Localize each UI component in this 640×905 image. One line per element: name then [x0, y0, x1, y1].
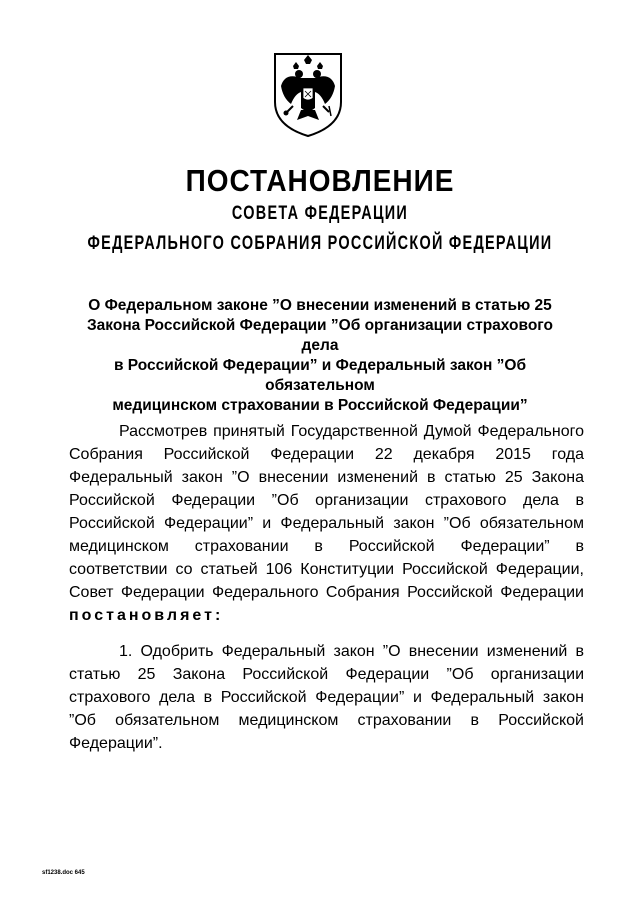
body-line: Рассмотрев принятый Государственной Думой Федерального — [119, 423, 584, 440]
document-file-reference: sf1238.doc 645 — [42, 870, 85, 876]
body-line: Российской Федерации” и Федеральный закон ”Об обязательном — [69, 515, 584, 532]
body-line: Федерации”. — [69, 735, 163, 752]
body-line: страхового дела в Российской Федерации” и Федеральный закон — [69, 689, 584, 706]
document-title: ПОСТАНОВЛЕНИЕ — [185, 163, 455, 198]
resolution-clause-1 — [69, 640, 584, 755]
body-line: медицинском страховании в Российской Федерации” в — [69, 538, 584, 555]
body-line: Собрания Российской Федерации 22 декабря 2015 года — [69, 446, 584, 463]
subject-line: О Федеральном законе ”О внесении изменений в статью 25 — [88, 297, 552, 314]
body-line: ”Об обязательном медицинском страховании в Российской — [69, 712, 584, 729]
body-line: Совет Федерации Федерального Собрания Российской Федерации — [69, 584, 584, 601]
russian-coat-of-arms-icon — [271, 50, 345, 138]
issuer-line-1: СОВЕТА ФЕДЕРАЦИИ — [231, 201, 409, 224]
body-line: Федеральный закон ”О внесении изменений в статью 25 Закона — [69, 469, 584, 486]
subject-line: медицинском страховании в Российской Федерации” — [112, 397, 528, 414]
document-subject — [70, 296, 570, 416]
body-line: статью 25 Закона Российской Федерации ”Об организации — [69, 666, 584, 683]
subject-line: Закона Российской Федерации ”Об организации страхового дела — [86, 317, 554, 354]
preamble-paragraph — [69, 420, 584, 627]
decree-word: постановляет: — [69, 607, 224, 624]
body-line: соответствии со статьей 106 Конституции Российской Федерации, — [69, 561, 584, 578]
body-line: Российской Федерации ”Об организации страхового дела в — [69, 492, 584, 509]
coat-of-arms-emblem — [271, 50, 345, 138]
issuer-line-2: ФЕДЕРАЛЬНОГО СОБРАНИЯ РОССИЙСКОЙ ФЕДЕРАЦИИ — [87, 231, 553, 254]
body-line: 1. Одобрить Федеральный закон ”О внесении изменений в — [119, 643, 584, 660]
subject-line: в Российской Федерации” и Федеральный закон ”Об обязательном — [113, 357, 527, 394]
